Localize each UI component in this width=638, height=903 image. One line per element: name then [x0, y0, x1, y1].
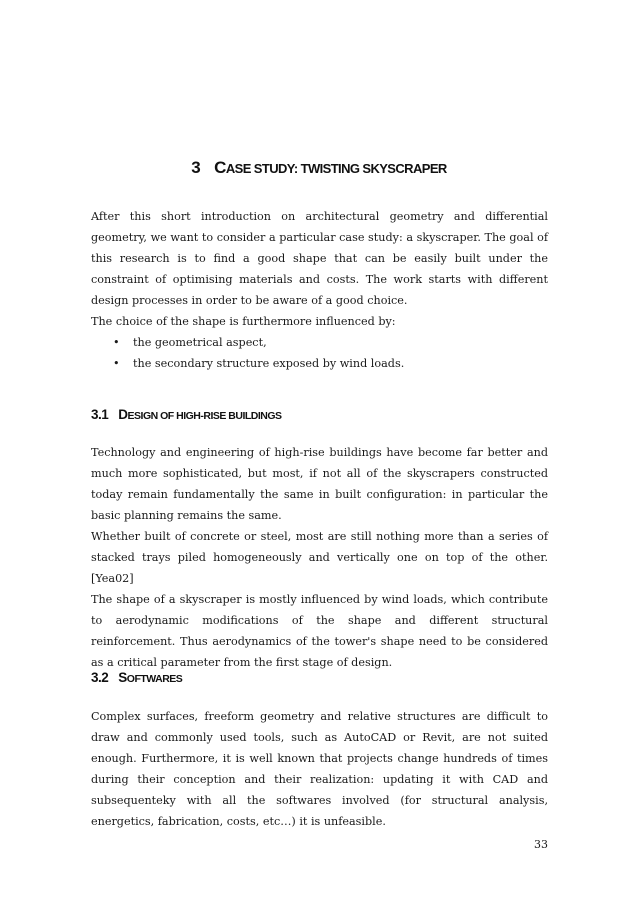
paragraph: Technology and engineering of high-rise buildings have become far better and much more sophisticated, but most, if not all of the skyscrapers constructed today remain fundamentally the same in built configuration: in particular the basic planning remains the same. [91, 446, 548, 522]
section-heading-3-2 [91, 669, 182, 687]
chapter-title-rest: ASE STUDY: TWISTING SKYSCRAPER [225, 161, 447, 176]
paragraph: The shape of a skyscraper is mostly influenced by wind loads, which contribute to aerodynamic modifications of the shape and different structural reinforcement. Thus aerodynamics of the tower's shape need to be considered as a critical parameter from the first stage of design. [91, 593, 548, 669]
bullet-list [91, 332, 548, 374]
bullet-icon: • [113, 357, 120, 370]
paragraph: Complex surfaces, freeform geometry and relative structures are difficult to draw and commonly used tools, such as AutoCAD or Revit, are not suited enough. Furthermore, it is well known that projects change hundreds of times during their conception and their realization: updating it with CAD and subsequenteky with all the softwares involved (for structural analysis, energetics, fabrication, costs, etc…) it is unfeasible. [91, 710, 548, 828]
section-title-initial: S [118, 670, 127, 685]
list-item [91, 332, 548, 353]
chapter-title-initial: C [214, 158, 226, 177]
chapter-title [0, 158, 638, 178]
section-number: 3.2 [91, 670, 109, 685]
section-title-initial: D [118, 407, 128, 422]
page-number: 33 [534, 838, 548, 851]
section-3-2-body [91, 706, 548, 832]
intro-paragraph-2: The choice of the shape is furthermore influenced by: [91, 315, 396, 328]
section-heading-3-1 [91, 406, 282, 424]
section-title-rest: OFTWARES [126, 673, 183, 685]
list-item-text: the geometrical aspect, [133, 336, 267, 349]
bullet-icon: • [113, 336, 120, 349]
section-number: 3.1 [91, 407, 109, 422]
intro-paragraph-1: After this short introduction on architectural geometry and differential geometry, we want to consider a particular case study: a skyscraper. The goal of this research is to find a good shape that can be easily built under the constraint of optimising materials and costs. The work starts with different design processes in order to be aware of a good choice. [91, 210, 548, 307]
section-3-1-body [91, 442, 548, 673]
paragraph: Whether built of concrete or steel, most are still nothing more than a series of stacked trays piled homogeneously and vertically one on top of the other. [Yea02] [91, 530, 548, 585]
list-item [91, 353, 548, 374]
chapter-number: 3 [191, 158, 201, 177]
list-item-text: the secondary structure exposed by wind loads. [133, 357, 405, 370]
section-title-rest: ESIGN OF HIGH-RISE BUILDINGS [127, 410, 282, 422]
intro-block [91, 206, 548, 374]
